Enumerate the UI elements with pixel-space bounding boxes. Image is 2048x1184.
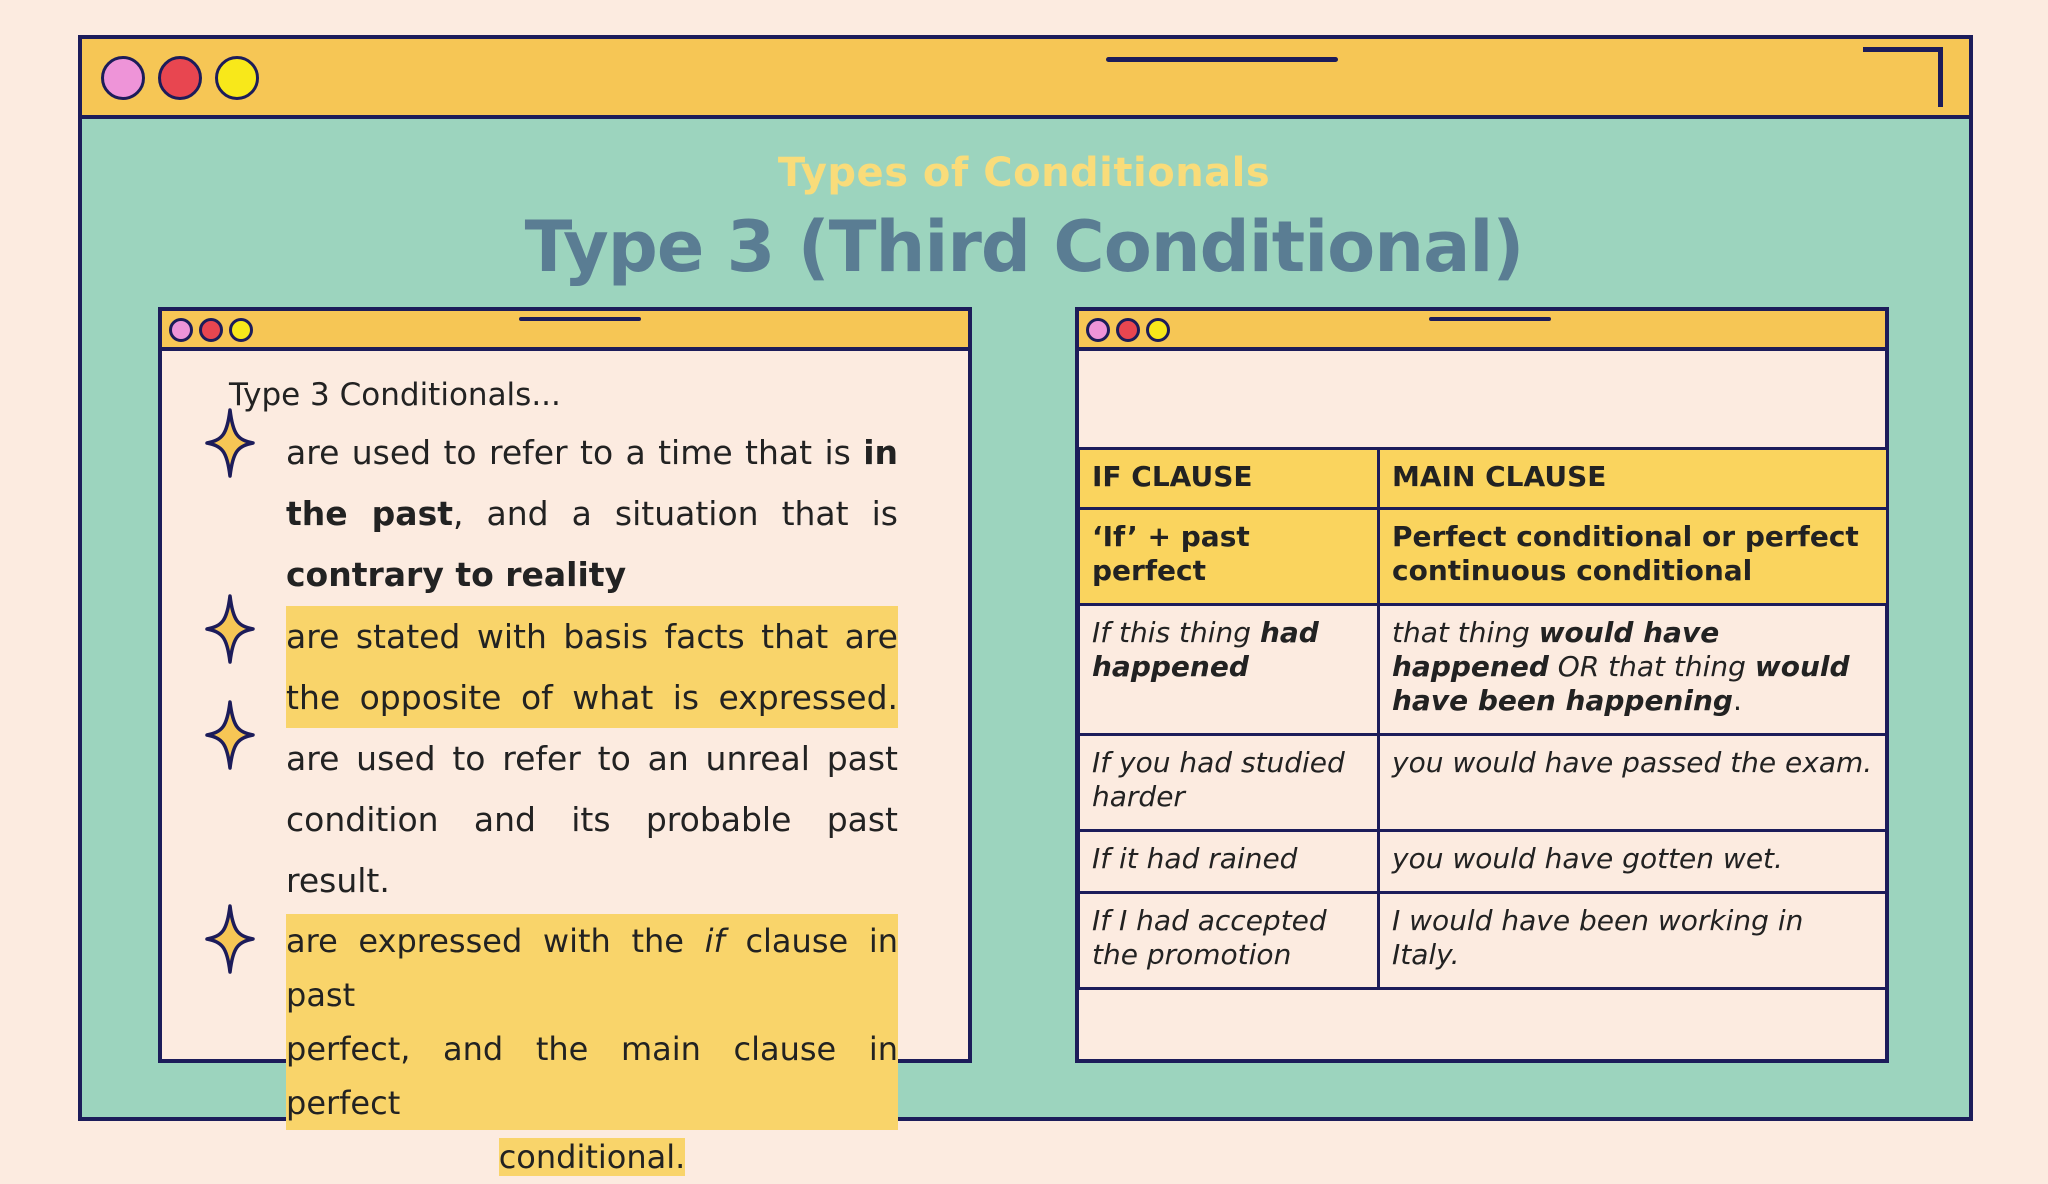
window-dot-red[interactable] bbox=[1116, 318, 1140, 342]
table-row bbox=[1079, 893, 1888, 989]
table-cell-main: that thing would have happened OR that thing would have been happening. bbox=[1379, 605, 1888, 735]
table-row bbox=[1079, 831, 1888, 893]
table-cell-main: you would have passed the exam. bbox=[1379, 735, 1888, 831]
sparkle-icon bbox=[204, 699, 256, 771]
bullet-text-4: are expressed with the if clause in past perfect, and the main clause in perfect conditional. bbox=[286, 914, 898, 1184]
slide-subtitle: Types of Conditionals bbox=[777, 150, 1271, 196]
window-dot-red[interactable] bbox=[158, 56, 202, 100]
sparkle-icon bbox=[204, 903, 256, 975]
table-cell-if: If you had studied harder bbox=[1079, 735, 1379, 831]
bullet-text-1: are used to refer to a time that is in the past, and a situation that is contrary to reality bbox=[286, 433, 898, 594]
bullet-list bbox=[162, 311, 968, 1176]
table-cell-if: If this thing had happened bbox=[1079, 605, 1379, 735]
window-dot-yellow[interactable] bbox=[1146, 318, 1170, 342]
column-header-main: MAIN CLAUSE bbox=[1379, 449, 1888, 509]
table-cell-if: If it had rained bbox=[1079, 831, 1379, 893]
table-cell-main: you would have gotten wet. bbox=[1379, 831, 1888, 893]
window-dot-pink[interactable] bbox=[1086, 318, 1110, 342]
subheader-main: Perfect conditional or perfect continuous conditional bbox=[1379, 509, 1888, 605]
table-cell-if: If I had accepted the promotion bbox=[1079, 893, 1379, 989]
panel-bar-line bbox=[1429, 317, 1551, 321]
conditional-table bbox=[1077, 447, 1889, 990]
bullet-text-2: are stated with basis facts that are the opposite of what is expressed. bbox=[286, 606, 898, 728]
corner-bracket-icon bbox=[1863, 47, 1943, 107]
table-header-row bbox=[1079, 449, 1888, 509]
intro-text: Type 3 Conditionals... bbox=[229, 377, 561, 413]
table-row bbox=[1079, 735, 1888, 831]
right-panel-window bbox=[1075, 307, 1889, 1063]
bullet-text-3: are used to refer to an unreal past condition and its probable past result. bbox=[286, 739, 898, 900]
sparkle-icon bbox=[204, 593, 256, 665]
slide-title: Type 3 (Third Conditional) bbox=[524, 206, 1524, 288]
table-cell-main: I would have been working in Italy. bbox=[1379, 893, 1888, 989]
outer-title-bar bbox=[82, 39, 1969, 119]
title-bar-line bbox=[1106, 57, 1338, 62]
table-subheader-row bbox=[1079, 509, 1888, 605]
window-dot-pink[interactable] bbox=[101, 56, 145, 100]
window-dot-yellow[interactable] bbox=[215, 56, 259, 100]
sparkle-icon bbox=[204, 407, 256, 479]
right-panel-bar bbox=[1079, 311, 1885, 351]
subheader-if: ‘If’ + past perfect bbox=[1079, 509, 1379, 605]
left-panel-window bbox=[158, 307, 972, 1176]
column-header-if: IF CLAUSE bbox=[1079, 449, 1379, 509]
table-row bbox=[1079, 605, 1888, 735]
